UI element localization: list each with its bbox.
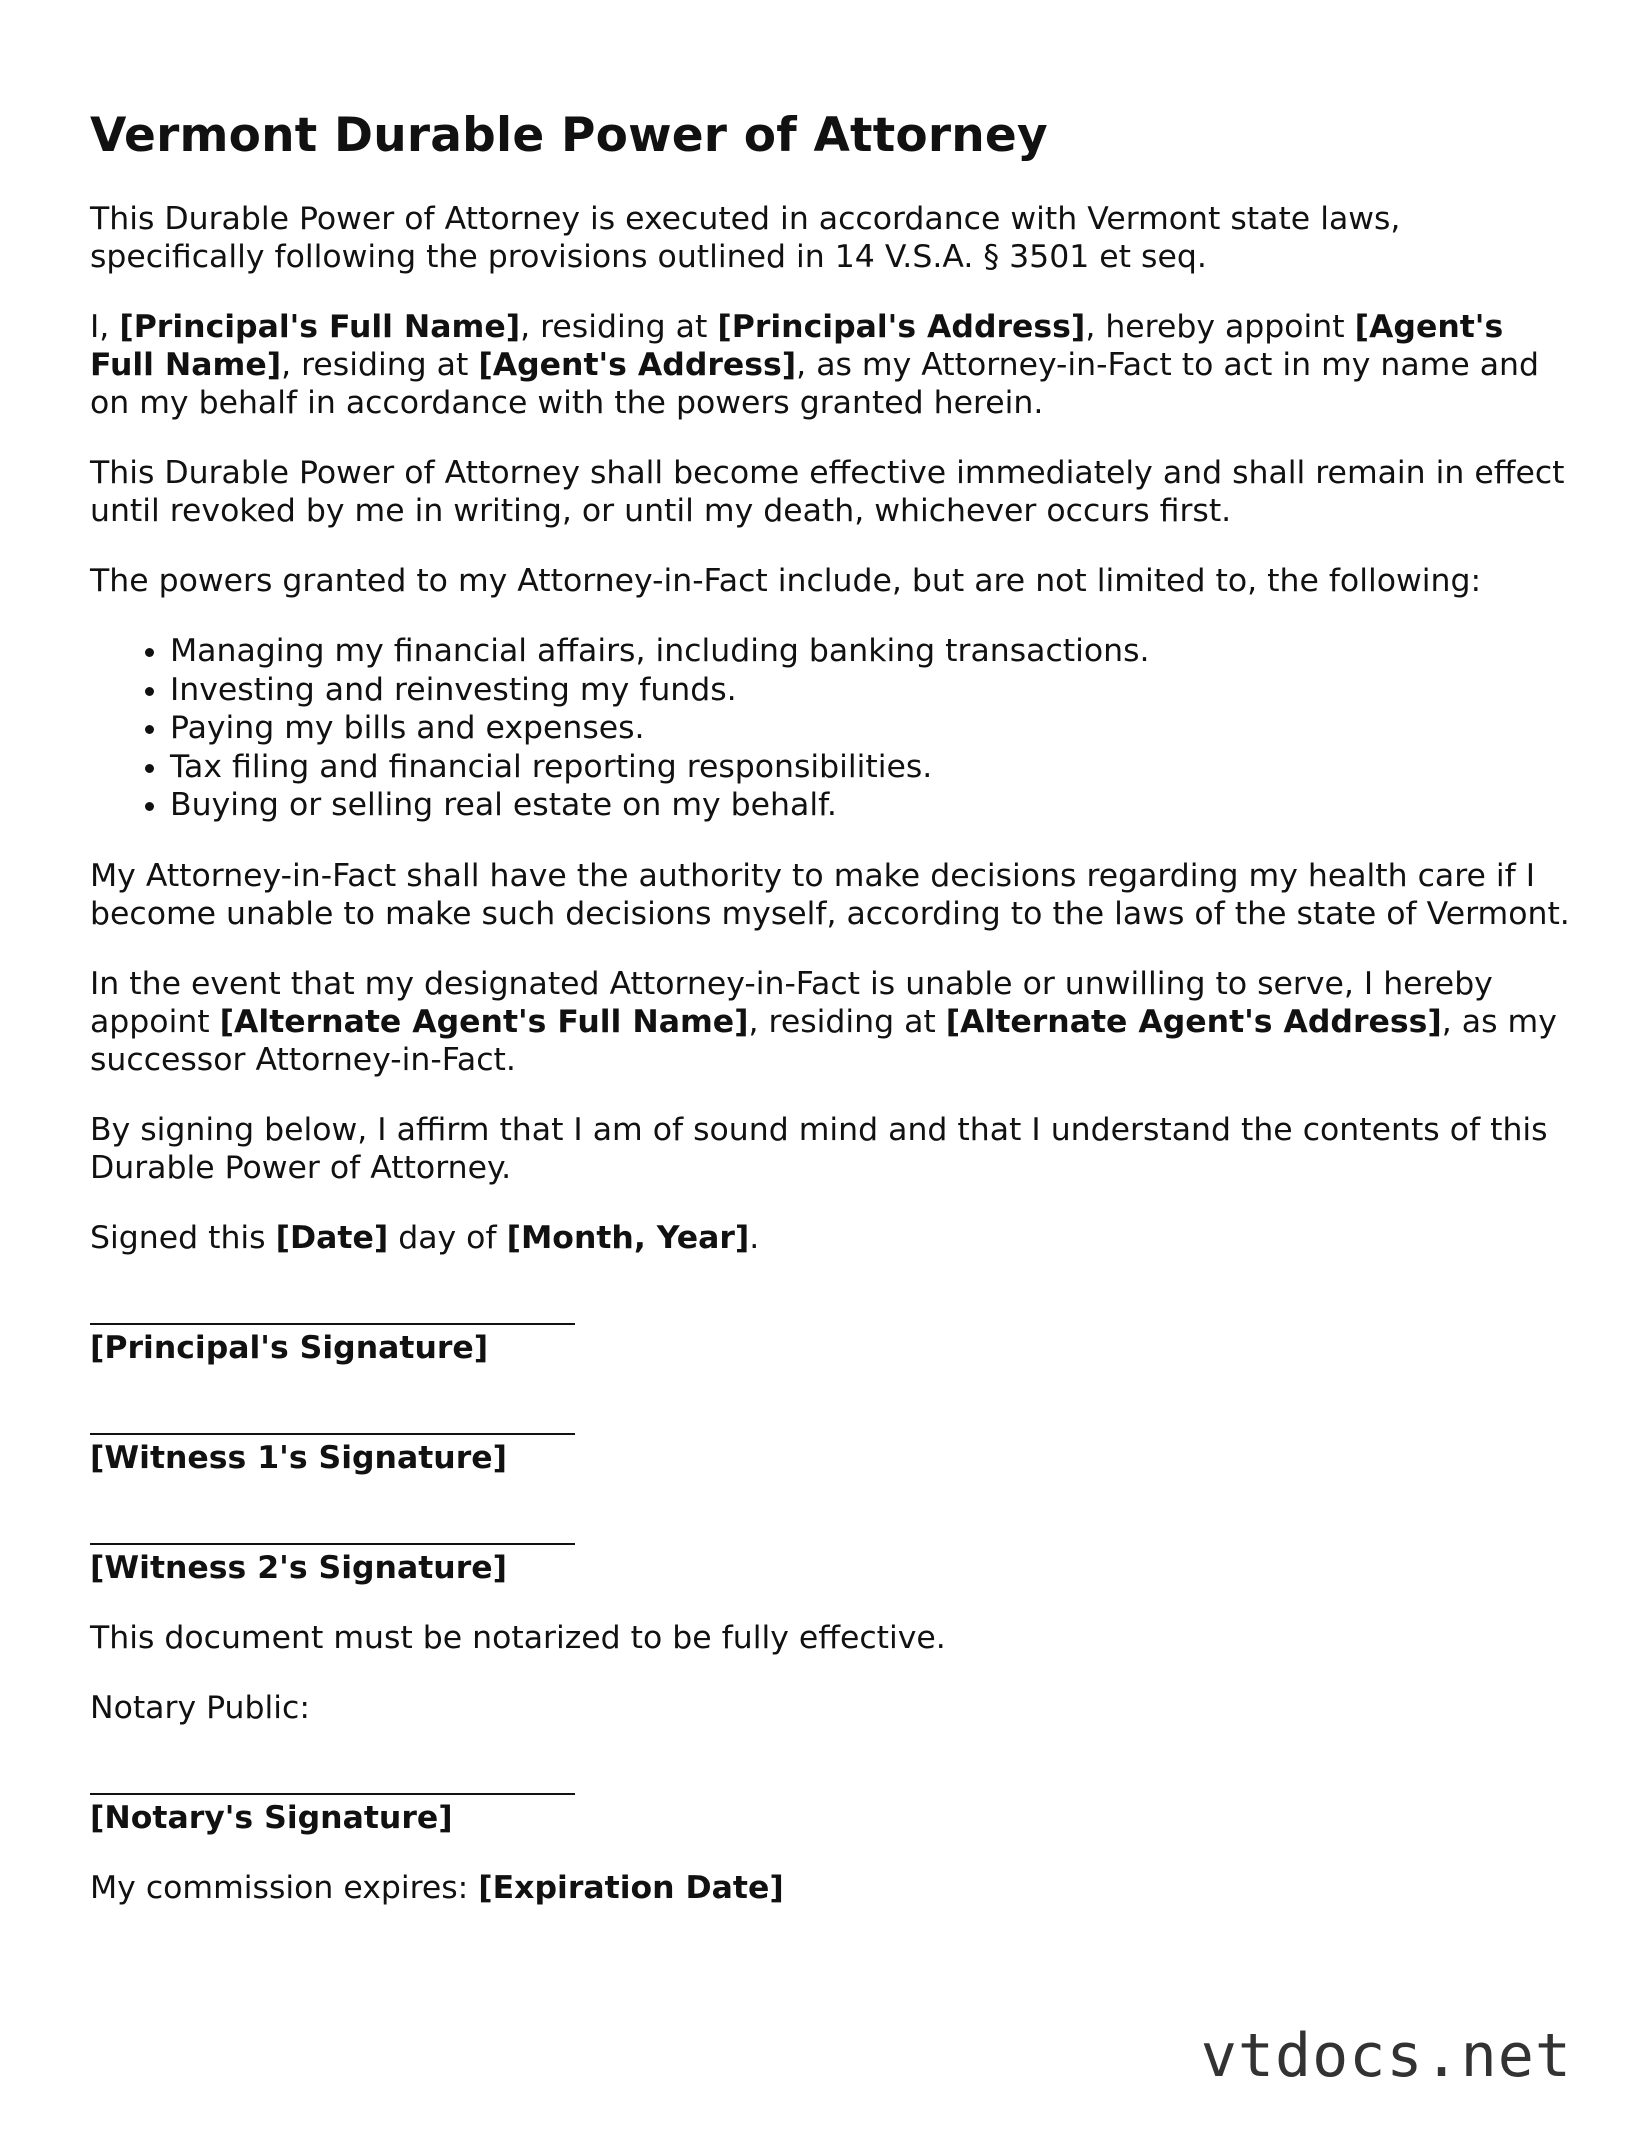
alternate-text-1: In the event that my designated Attorney-in-Fact is unable or unwilling to serve, I hereby appoint — [90, 965, 1493, 1040]
appointment-text-3: , hereby appoint — [1085, 309, 1355, 346]
watermark: vtdocs.net — [1200, 2021, 1572, 2091]
appointment-text-1: I, — [90, 309, 120, 346]
principal-name-placeholder: [Principal's Full Name] — [119, 309, 521, 346]
witness2-signature-line — [90, 1513, 575, 1545]
witness1-signature-label: [Witness 1's Signature] — [90, 1439, 508, 1476]
agent-address-placeholder: [Agent's Address] — [478, 347, 797, 384]
health-care-paragraph: My Attorney-in-Fact shall have the authority to make decisions regarding my health care if I become unable to make such decisions myself, according to the laws of the state of Vermont. — [90, 857, 1570, 932]
list-item: • Tax filing and financial reporting responsibilities. — [170, 748, 1570, 787]
intro-paragraph: This Durable Power of Attorney is executed in accordance with Vermont state laws, specifically following the provisions outlined in 14 V.S.A. § 3501 et seq. — [90, 201, 1401, 276]
document-page — [90, 108, 1570, 1939]
alternate-paragraph — [90, 965, 1570, 1079]
witness2-signature-label: [Witness 2's Signature] — [90, 1549, 508, 1586]
appointment-text-5: , as my Attorney-in-Fact to act in my name and on my behalf in accordance with the powers granted herein. — [90, 347, 1540, 422]
witness1-signature-line — [90, 1403, 575, 1435]
appointment-text-4: , residing at — [281, 347, 479, 384]
date-placeholder: [Date] — [275, 1219, 389, 1256]
commission-label: My commission expires: — [90, 1869, 479, 1906]
witness1-signature-block — [90, 1403, 1570, 1477]
powers-list — [90, 632, 1570, 825]
agent-name-placeholder: [Agent's Full Name] — [90, 309, 1504, 384]
appointment-text-2: , residing at — [520, 309, 718, 346]
notary-signature-block — [90, 1763, 1570, 1837]
principal-signature-label: [Principal's Signature] — [90, 1329, 489, 1366]
signed-text-2: day of — [388, 1219, 507, 1256]
document-title: Vermont Durable Power of Attorney — [90, 108, 1048, 163]
commission-paragraph — [90, 1869, 1570, 1907]
signed-text-1: Signed this — [90, 1219, 276, 1256]
signed-text-3: . — [749, 1219, 760, 1256]
alternate-text-2: , residing at — [748, 1003, 946, 1040]
appointment-paragraph — [90, 308, 1570, 422]
notarize-note: This document must be notarized to be fully effective. — [90, 1619, 946, 1656]
notary-signature-line — [90, 1763, 575, 1795]
principal-address-placeholder: [Principal's Address] — [717, 309, 1086, 346]
list-item: • Paying my bills and expenses. — [170, 709, 1570, 748]
alternate-name-placeholder: [Alternate Agent's Full Name] — [219, 1003, 749, 1040]
affirm-paragraph: By signing below, I affirm that I am of sound mind and that I understand the contents of this Durable Power of Attorney. — [90, 1111, 1548, 1186]
list-item: • Investing and reinvesting my funds. — [170, 671, 1570, 710]
notary-label: Notary Public: — [90, 1689, 310, 1726]
list-item: • Buying or selling real estate on my behalf. — [170, 786, 1570, 825]
expiration-date-placeholder: [Expiration Date] — [478, 1869, 784, 1906]
witness2-signature-block — [90, 1513, 1570, 1587]
principal-signature-line — [90, 1293, 575, 1325]
signed-paragraph — [90, 1219, 1570, 1257]
alternate-address-placeholder: [Alternate Agent's Address] — [945, 1003, 1442, 1040]
list-item: • Managing my financial affairs, including banking transactions. — [170, 632, 1570, 671]
powers-intro: The powers granted to my Attorney-in-Fact include, but are not limited to, the following: — [90, 563, 1482, 600]
principal-signature-block — [90, 1293, 1570, 1367]
effective-paragraph: This Durable Power of Attorney shall become effective immediately and shall remain in effect until revoked by me in writing, or until my death, whichever occurs first. — [90, 455, 1565, 530]
month-year-placeholder: [Month, Year] — [506, 1219, 750, 1256]
alternate-text-3: , as my successor Attorney-in-Fact. — [90, 1003, 1557, 1078]
notary-signature-label: [Notary's Signature] — [90, 1799, 453, 1836]
